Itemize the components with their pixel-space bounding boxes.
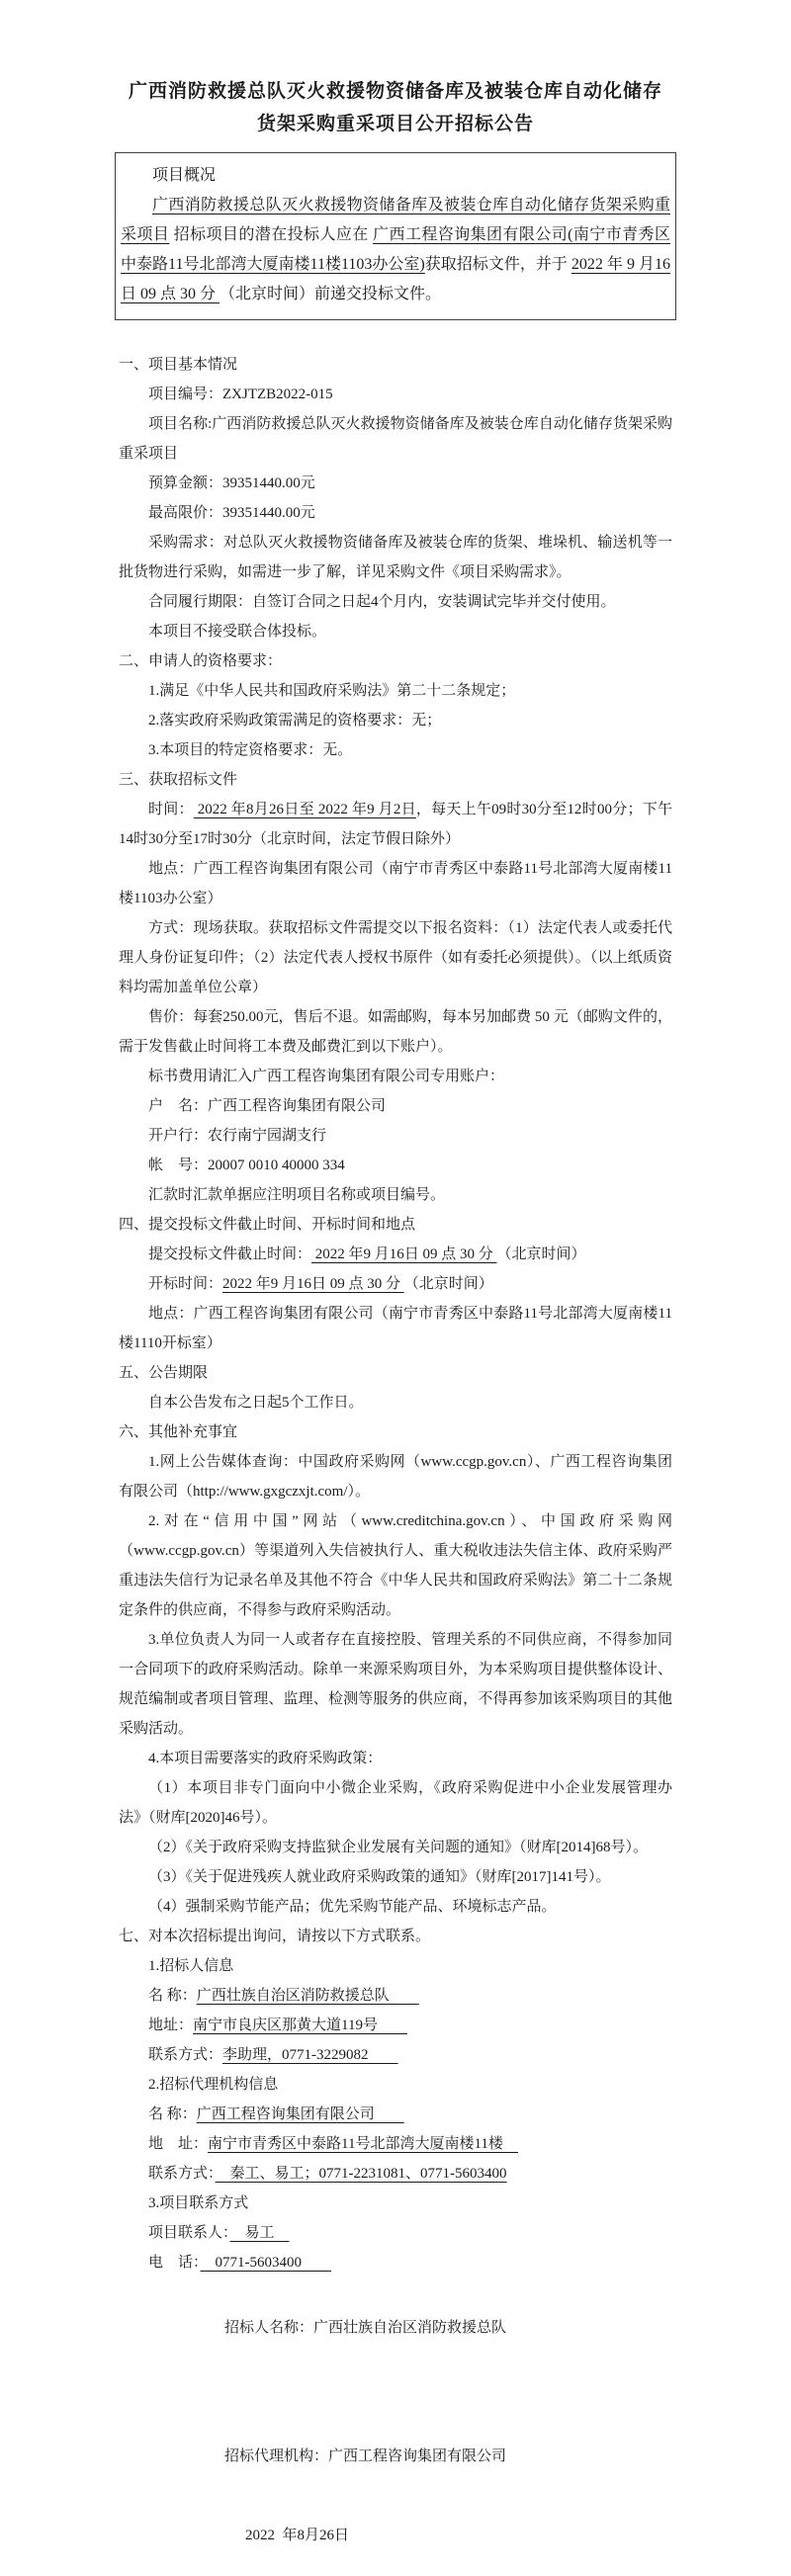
- deadline-underlined: 2022 年 9 月16日 09 点 30 分: [121, 256, 670, 302]
- body-paragraph: [119, 1151, 672, 1180]
- paragraph-text: 方式：现场获取。获取招标文件需提交以下报名资料：（1）法定代表人或委托代理人身份证复印件；（2）法定代表人授权书原件（如有委托必须提供）。（以上纸质资料均需加盖单位公章）: [119, 920, 672, 995]
- body-paragraph: [119, 1625, 672, 1744]
- underlined-value: 2022 年9 月2日: [313, 802, 416, 817]
- body-paragraph: [119, 587, 672, 617]
- body-paragraph: [119, 2070, 672, 2100]
- paragraph-text: 二、申请人的资格要求：: [119, 653, 283, 669]
- body-paragraph: [119, 676, 672, 706]
- underlined-value: 秦工、易工；0771-2231081、0771-5603400: [215, 2166, 507, 2182]
- paragraph-text: （北京时间）: [403, 1276, 493, 1292]
- underlined-value: 广西工程咨询集团有限公司: [196, 2106, 404, 2122]
- overview-paragraph: [121, 191, 670, 309]
- paragraph-text: 合同履行期限：自签订合同之日起4个月内，安装调试完毕并交付使用。: [148, 594, 616, 610]
- paragraph-text: 1.满足《中华人民共和国政府采购法》第二十二条规定；: [148, 683, 516, 699]
- paragraph-text: 开标时间：: [148, 1276, 223, 1292]
- paragraph-text: 自本公告发布之日起5个工作日。: [148, 1395, 364, 1411]
- body-paragraph: [119, 2011, 672, 2040]
- paragraph-text: 六、其他补充事宜: [119, 1424, 238, 1440]
- paragraph-text: 3.单位负责人为同一人或者存在直接控股、管理关系的不同供应商，不得参加同一合同项下的政府采购活动。除单一来源采购项目外，为本采购项目提供整体设计、规范编制或者项目管理、监理、检测等服务的供应商，不得再参加该采购项目的其他采购活动。: [119, 1632, 672, 1737]
- section-heading: [119, 350, 672, 380]
- paragraph-text: 4.本项目需要落实的政府采购政策：: [148, 1751, 383, 1766]
- body-paragraph: [119, 1240, 672, 1269]
- paragraph-text: 标书费用请汇入广西工程咨询集团有限公司专用账户：: [148, 1069, 505, 1084]
- paragraph-text: 四、提交投标文件截止时间、开标时间和地点: [119, 1217, 416, 1233]
- body-paragraph: [119, 1981, 672, 2011]
- section-heading: [119, 1210, 672, 1240]
- paragraph-text: 1.招标人信息: [148, 1958, 234, 1974]
- body-paragraph: [119, 469, 672, 498]
- body-paragraph: [119, 617, 672, 646]
- underlined-value: 广西壮族自治区消防救援总队: [196, 1988, 419, 2004]
- body-paragraph: [119, 498, 672, 528]
- paragraph-text: 本项目不接受联合体投标。: [148, 624, 327, 640]
- body-paragraph: [119, 1506, 672, 1625]
- paragraph-text: 名 称：: [148, 1988, 197, 2004]
- paragraph-text: （2）《关于政府采购支持监狱企业发展有关问题的通知》（财库[2014]68号）。: [148, 1840, 648, 1855]
- body-paragraph: [119, 1269, 672, 1299]
- project-name-underlined: 广西消防救援总队灭火救援物资储备库及被装仓库自动化储存货架采购重采项目: [121, 197, 670, 243]
- paragraph-text: 汇款时汇款单据应注明项目名称或项目编号。: [148, 1187, 446, 1203]
- paragraph-text: 帐 号：20007 0010 40000 334: [148, 1158, 345, 1173]
- paragraph-text: 五、公告期限: [119, 1365, 209, 1381]
- body-paragraph: [119, 1299, 672, 1358]
- paragraph-text: 3.项目联系方式: [148, 2195, 249, 2211]
- paragraph-text: 项目联系人：: [148, 2225, 230, 2241]
- body-paragraph: [119, 1862, 672, 1892]
- paragraph-text: 售价：每套250.00元，售后不退。如需邮购，每本另加邮费 50 元（邮购文件的，需于发售截止时间将工本费及邮费汇到以下账户）。: [119, 1009, 672, 1055]
- section-heading: [119, 1358, 672, 1388]
- paragraph-text: 联系方式：: [148, 2047, 223, 2063]
- paragraph-text: （1）本项目非专门面向中小微企业采购，《政府采购促进中小企业发展管理办法》（财库[2020]46号）。: [119, 1780, 672, 1826]
- body-paragraph: [119, 2248, 672, 2277]
- paragraph-text: 地 址：: [148, 2136, 209, 2152]
- paragraph-text: 电 话：: [148, 2255, 201, 2271]
- body-paragraph: [119, 1833, 672, 1862]
- underlined-value: 2022 年8月26日至: [193, 802, 314, 817]
- underlined-value: 李助理，0771-3229082: [222, 2047, 398, 2063]
- signature-date: 2022 年8月26日: [245, 2528, 350, 2543]
- underlined-value: 2022 年9 月16日 09 点 30 分: [222, 1276, 404, 1292]
- section-heading: [119, 1922, 672, 1951]
- paragraph-text: 1.网上公告媒体查询：中国政府采购网（www.ccgp.gov.cn）、广西工程咨询集团有限公司（http://www.gxgczxjt.com/）。: [119, 1454, 672, 1500]
- section-heading: [119, 765, 672, 795]
- paragraph-text: （4）强制采购节能产品；优先采购节能产品、环境标志产品。: [148, 1899, 557, 1915]
- paragraph-text: 地点：广西工程咨询集团有限公司（南宁市青秀区中泰路11号北部湾大厦南楼11楼1103办公室）: [119, 861, 672, 906]
- underlined-value: 南宁市青秀区中泰路11号北部湾大厦南楼11楼: [208, 2136, 518, 2152]
- body-paragraph: [119, 735, 672, 765]
- body-paragraph: [119, 1892, 672, 1922]
- paragraph-text: （北京时间）: [496, 1246, 586, 1262]
- body-paragraph: [119, 2189, 672, 2218]
- document-title-line-1: 广西消防救援总队灭火救援物资储备库及被装仓库自动化储存: [128, 81, 662, 102]
- body-paragraph: [119, 1121, 672, 1151]
- body-paragraph: [119, 913, 672, 1002]
- overview-text: 招标项目的潜在投标人应在: [169, 226, 374, 243]
- body-paragraph: [119, 854, 672, 913]
- paragraph-text: 名 称：: [148, 2106, 197, 2122]
- underlined-value: 南宁市良庆区那黄大道119号: [193, 2018, 407, 2033]
- body-paragraph: [119, 1062, 672, 1091]
- body-paragraph: [119, 1447, 672, 1506]
- body-paragraph: [119, 795, 672, 854]
- paragraph-text: 提交投标文件截止时间：: [148, 1246, 312, 1262]
- underlined-value: 2022 年9 月16日 09 点 30 分: [311, 1246, 497, 1262]
- signature-agency-name: 招标代理机构：广西工程咨询集团有限公司: [224, 2448, 507, 2464]
- document-body: [119, 350, 672, 2277]
- paragraph-text: 2.落实政府采购政策需满足的资格要求：无；: [148, 713, 442, 729]
- body-paragraph: [119, 2159, 672, 2189]
- body-paragraph: [119, 1091, 672, 1121]
- body-paragraph: [119, 706, 672, 735]
- paragraph-text: 2.招标代理机构信息: [148, 2077, 279, 2093]
- signature-bidder-name: 招标人名称：广西壮族自治区消防救援总队: [224, 2320, 507, 2336]
- project-overview-box: [115, 152, 676, 320]
- body-paragraph: [119, 409, 672, 469]
- paragraph-text: 开户行：农行南宁园湖支行: [148, 1128, 327, 1144]
- paragraph-text: 预算金额：39351440.00元: [148, 475, 315, 491]
- body-paragraph: [119, 2040, 672, 2070]
- body-paragraph: [119, 2129, 672, 2159]
- paragraph-text: 项目编号：ZXJTZB2022-015: [148, 386, 333, 402]
- body-paragraph: [119, 1951, 672, 1981]
- section-heading: [119, 646, 672, 676]
- paragraph-text: 七、对本次招标提出询问，请按以下方式联系。: [119, 1929, 431, 1944]
- body-paragraph: [119, 1180, 672, 1210]
- body-paragraph: [119, 2218, 672, 2248]
- underlined-value: 0771-5603400: [200, 2255, 332, 2271]
- paragraph-text: 户 名：广西工程咨询集团有限公司: [148, 1098, 387, 1114]
- body-paragraph: [119, 2100, 672, 2129]
- overview-heading: 项目概况: [152, 167, 217, 184]
- paragraph-text: 3.本项目的特定资格要求：无。: [148, 742, 353, 758]
- paragraph-text: （3）《关于促进残疾人就业政府采购政策的通知》（财库[2017]141号）。: [148, 1869, 611, 1885]
- paragraph-text: 一、项目基本情况: [119, 357, 238, 373]
- body-paragraph: [119, 1002, 672, 1062]
- paragraph-text: 最高限价：39351440.00元: [148, 505, 315, 521]
- paragraph-text: 项目名称:广西消防救援总队灭火救援物资储备库及被装仓库自动化储存货架采购重采项目: [119, 416, 672, 462]
- paragraph-text: 采购需求：对总队灭火救援物资储备库及被装仓库的货架、堆垛机、输送机等一批货物进行采购，如需进一步了解，详见采购文件《项目采购需求》。: [119, 535, 672, 580]
- document-title-line-2: 货架采购重采项目公开招标公告: [256, 114, 534, 134]
- paragraph-text: 联系方式：: [148, 2166, 216, 2182]
- document-title: [0, 0, 791, 140]
- overview-text: （北京时间）前递交投标文件。: [220, 286, 442, 302]
- paragraph-text: 地址：: [148, 2018, 194, 2033]
- body-paragraph: [119, 380, 672, 409]
- body-paragraph: [119, 1388, 672, 1417]
- agency-address-underlined: 广西工程咨询集团有限公司(南宁市青秀区中泰路11号北部湾大厦南楼11楼1103办公室): [121, 226, 670, 273]
- paragraph-text: ，每天上午09时30分至12时00分；下午14时30分至17时30分（北京时间，法定节假日除外）: [119, 802, 672, 847]
- underlined-value: 易工: [229, 2225, 290, 2241]
- body-paragraph: [119, 528, 672, 587]
- paragraph-text: 三、获取招标文件: [119, 772, 238, 788]
- paragraph-text: 时间：: [148, 802, 194, 817]
- overview-text: 获取招标文件，并于: [424, 256, 571, 273]
- paragraph-text: 2.对在“信用中国”网站（www.creditchina.gov.cn）、中国政府采购网（www.ccgp.gov.cn）等渠道列入失信被执行人、重大税收违法失信主体、政府采购严重违法失信行为记录名单及其他不符合《中华人民共和国政府采购法》第二十二条规定条件的供应商，不得参与政府采购活动。: [119, 1513, 672, 1618]
- paragraph-text: 地点：广西工程咨询集团有限公司（南宁市青秀区中泰路11号北部湾大厦南楼11楼1110开标室）: [119, 1306, 672, 1351]
- section-heading: [119, 1417, 672, 1447]
- body-paragraph: [119, 1744, 672, 1773]
- body-paragraph: [119, 1773, 672, 1833]
